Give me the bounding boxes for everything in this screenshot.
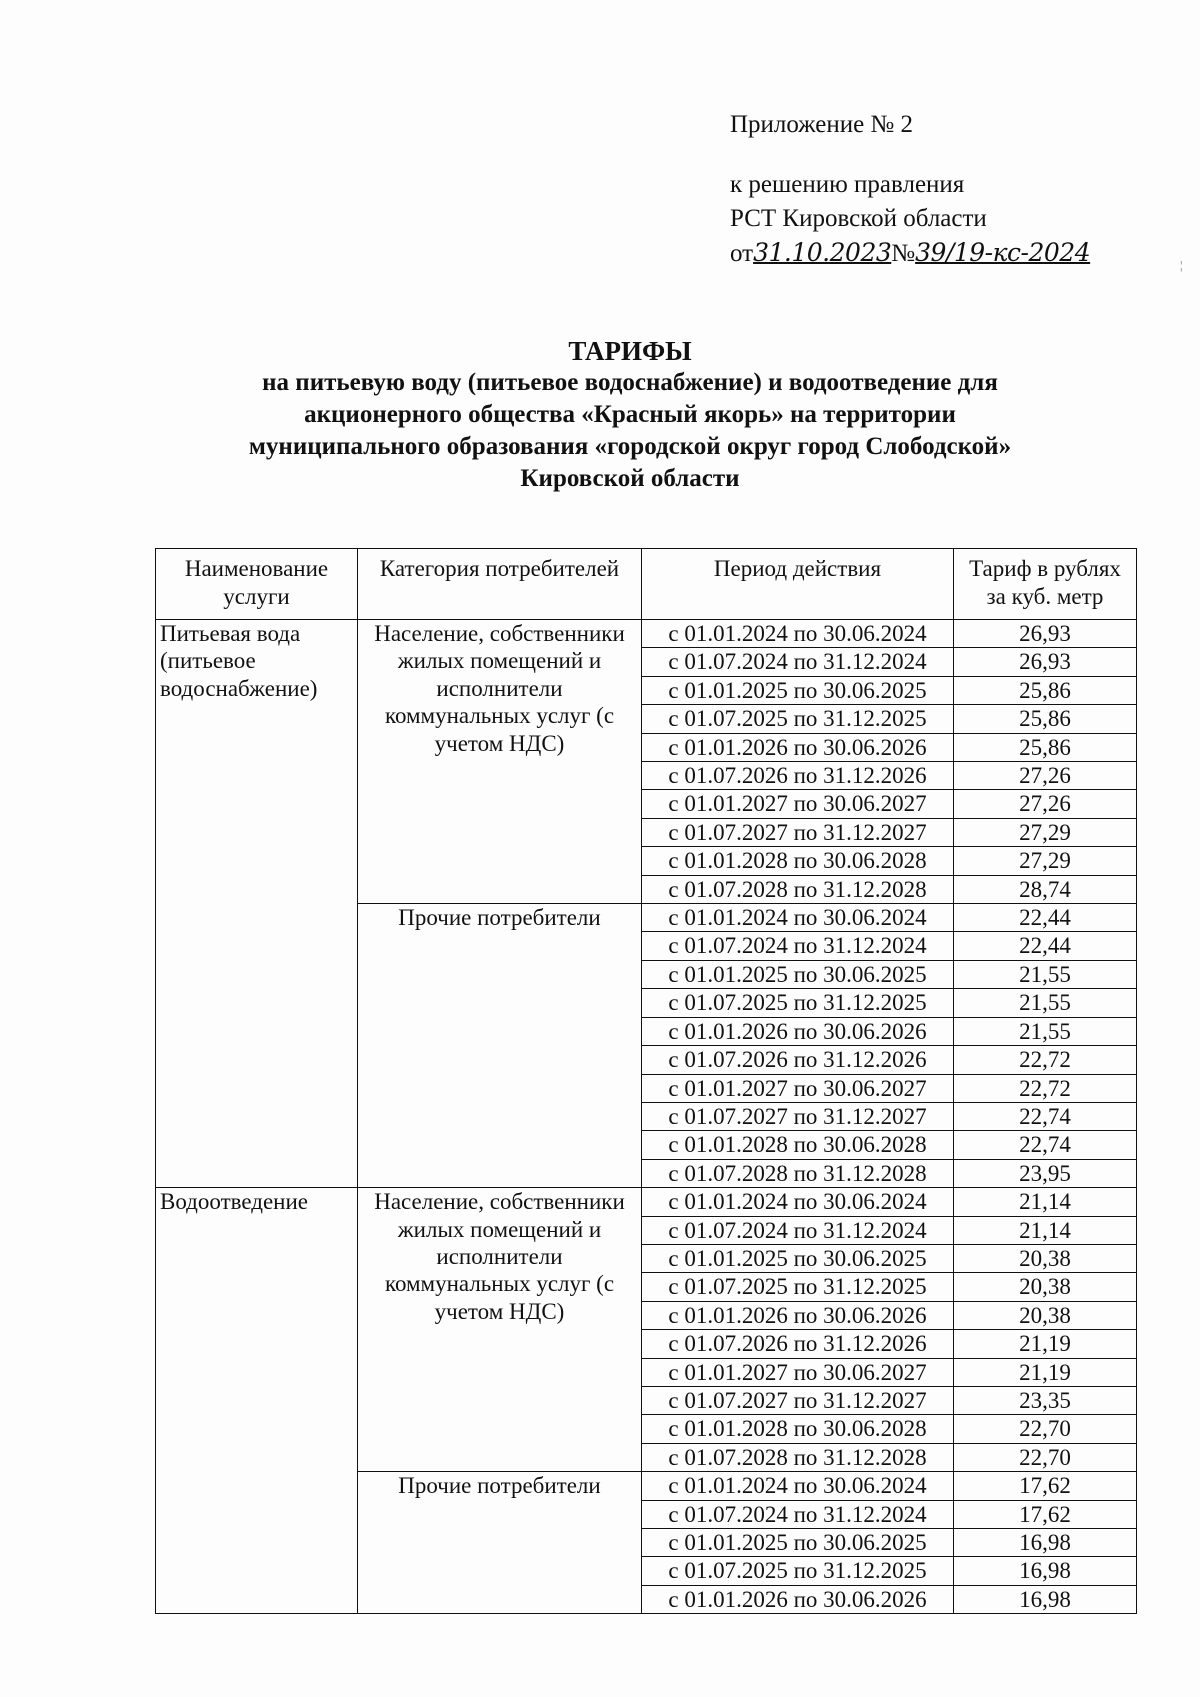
consumer-category-cell: Прочие потребители bbox=[358, 904, 642, 1188]
period-cell: с 01.07.2025 по 31.12.2025 bbox=[642, 1557, 954, 1585]
tariff-cell: 28,74 bbox=[954, 875, 1137, 903]
period-cell: с 01.01.2024 по 30.06.2024 bbox=[642, 904, 954, 932]
handwritten-number: 39/19-кс-2024 bbox=[915, 238, 1091, 267]
period-cell: с 01.07.2024 по 31.12.2024 bbox=[642, 932, 954, 960]
header-service: Наименование услуги bbox=[156, 549, 358, 620]
header-tariff: Тариф в рублях за куб. метр bbox=[954, 549, 1137, 620]
period-cell: с 01.07.2024 по 31.12.2024 bbox=[642, 648, 954, 676]
tariff-cell: 21,19 bbox=[954, 1330, 1137, 1358]
header-category: Категория потребителей bbox=[358, 549, 642, 620]
table-row bbox=[156, 620, 1137, 648]
tariff-cell: 21,55 bbox=[954, 960, 1137, 988]
period-cell: с 01.07.2028 по 31.12.2028 bbox=[642, 875, 954, 903]
tariff-cell: 20,38 bbox=[954, 1301, 1137, 1329]
tariff-cell: 25,86 bbox=[954, 705, 1137, 733]
period-cell: с 01.07.2027 по 31.12.2027 bbox=[642, 1386, 954, 1414]
tariff-cell: 27,26 bbox=[954, 762, 1137, 790]
period-cell: с 01.01.2025 по 30.06.2025 bbox=[642, 1529, 954, 1557]
header-period: Период действия bbox=[642, 549, 954, 620]
decision-line: к решению правления bbox=[730, 171, 965, 198]
service-name-cell: Водоотведение bbox=[156, 1188, 358, 1614]
tariff-cell: 22,44 bbox=[954, 932, 1137, 960]
document-title bbox=[100, 335, 1160, 495]
period-cell: с 01.07.2025 по 31.12.2025 bbox=[642, 989, 954, 1017]
period-cell: с 01.01.2028 по 30.06.2028 bbox=[642, 847, 954, 875]
tariffs-table-body bbox=[156, 620, 1137, 1614]
period-cell: с 01.07.2028 по 31.12.2028 bbox=[642, 1159, 954, 1187]
period-cell: с 01.07.2026 по 31.12.2026 bbox=[642, 1046, 954, 1074]
tariff-cell: 26,93 bbox=[954, 620, 1137, 648]
period-cell: с 01.01.2026 по 30.06.2026 bbox=[642, 1017, 954, 1045]
table-header-row bbox=[156, 549, 1137, 620]
period-cell: с 01.01.2025 по 30.06.2025 bbox=[642, 1244, 954, 1272]
tariffs-table bbox=[155, 548, 1137, 1614]
tariff-cell: 21,14 bbox=[954, 1188, 1137, 1216]
tariff-cell: 26,93 bbox=[954, 648, 1137, 676]
period-cell: с 01.01.2028 по 30.06.2028 bbox=[642, 1131, 954, 1159]
consumer-category-cell: Прочие потребители bbox=[358, 1472, 642, 1614]
tariff-cell: 17,62 bbox=[954, 1472, 1137, 1500]
tariff-cell: 25,86 bbox=[954, 676, 1137, 704]
period-cell: с 01.01.2027 по 30.06.2027 bbox=[642, 790, 954, 818]
tariff-cell: 22,70 bbox=[954, 1443, 1137, 1471]
period-cell: с 01.01.2026 по 30.06.2026 bbox=[642, 1585, 954, 1613]
tariff-cell: 22,44 bbox=[954, 904, 1137, 932]
service-name-cell: Питьевая вода (питьевое водоснабжение) bbox=[156, 620, 358, 1188]
tariff-cell: 21,19 bbox=[954, 1358, 1137, 1386]
period-cell: с 01.07.2028 по 31.12.2028 bbox=[642, 1443, 954, 1471]
tariff-cell: 16,98 bbox=[954, 1557, 1137, 1585]
appendix-header bbox=[730, 108, 1090, 271]
tariff-cell: 20,38 bbox=[954, 1244, 1137, 1272]
date-prefix: от bbox=[730, 240, 754, 267]
period-cell: с 01.01.2024 по 30.06.2024 bbox=[642, 1188, 954, 1216]
period-cell: с 01.07.2024 по 31.12.2024 bbox=[642, 1216, 954, 1244]
tariff-cell: 27,29 bbox=[954, 818, 1137, 846]
tariff-cell: 16,98 bbox=[954, 1585, 1137, 1613]
period-cell: с 01.01.2028 по 30.06.2028 bbox=[642, 1415, 954, 1443]
tariff-cell: 21,55 bbox=[954, 989, 1137, 1017]
handwritten-date: 31.10.2023 bbox=[753, 238, 892, 267]
authority-line: РСТ Кировской области bbox=[730, 205, 987, 232]
title-line: акционерного общества «Красный якорь» на территории bbox=[304, 401, 956, 428]
tariff-cell: 27,29 bbox=[954, 847, 1137, 875]
period-cell: с 01.01.2026 по 30.06.2026 bbox=[642, 733, 954, 761]
period-cell: с 01.07.2026 по 31.12.2026 bbox=[642, 1330, 954, 1358]
title-line: Кировской области bbox=[520, 465, 740, 492]
period-cell: с 01.01.2027 по 30.06.2027 bbox=[642, 1358, 954, 1386]
tariff-cell: 20,38 bbox=[954, 1273, 1137, 1301]
tariff-cell: 21,55 bbox=[954, 1017, 1137, 1045]
tariff-cell: 25,86 bbox=[954, 733, 1137, 761]
consumer-category-cell: Население, собственники жилых помещений и исполнители коммунальных услуг (с учетом НДС) bbox=[358, 620, 642, 904]
period-cell: с 01.07.2027 по 31.12.2027 bbox=[642, 818, 954, 846]
tariff-cell: 16,98 bbox=[954, 1529, 1137, 1557]
period-cell: с 01.01.2024 по 30.06.2024 bbox=[642, 1472, 954, 1500]
period-cell: с 01.01.2025 по 30.06.2025 bbox=[642, 676, 954, 704]
tariff-cell: 22,74 bbox=[954, 1131, 1137, 1159]
tariff-cell: 21,14 bbox=[954, 1216, 1137, 1244]
title-line: на питьевую воду (питьевое водоснабжение) и водоотведение для bbox=[262, 369, 998, 396]
scan-mark: ¦ bbox=[1180, 258, 1183, 272]
period-cell: с 01.07.2024 по 31.12.2024 bbox=[642, 1500, 954, 1528]
title-line: муниципального образования «городской округ город Слободской» bbox=[248, 433, 1012, 460]
tariff-cell: 22,72 bbox=[954, 1074, 1137, 1102]
consumer-category-cell: Население, собственники жилых помещений и исполнители коммунальных услуг (с учетом НДС) bbox=[358, 1188, 642, 1472]
appendix-number: Приложение № 2 bbox=[730, 111, 914, 138]
tariff-cell: 23,95 bbox=[954, 1159, 1137, 1187]
tariff-cell: 27,26 bbox=[954, 790, 1137, 818]
tariff-cell: 22,70 bbox=[954, 1415, 1137, 1443]
period-cell: с 01.07.2025 по 31.12.2025 bbox=[642, 1273, 954, 1301]
tariff-cell: 22,74 bbox=[954, 1102, 1137, 1130]
date-number-line bbox=[730, 236, 1090, 271]
tariff-cell: 17,62 bbox=[954, 1500, 1137, 1528]
table-row bbox=[156, 1188, 1137, 1216]
number-prefix: № bbox=[891, 240, 916, 267]
period-cell: с 01.07.2026 по 31.12.2026 bbox=[642, 762, 954, 790]
period-cell: с 01.01.2026 по 30.06.2026 bbox=[642, 1301, 954, 1329]
title-main: ТАРИФЫ bbox=[568, 336, 692, 366]
period-cell: с 01.01.2025 по 30.06.2025 bbox=[642, 960, 954, 988]
tariff-cell: 23,35 bbox=[954, 1386, 1137, 1414]
tariff-cell: 22,72 bbox=[954, 1046, 1137, 1074]
period-cell: с 01.01.2024 по 30.06.2024 bbox=[642, 620, 954, 648]
period-cell: с 01.01.2027 по 30.06.2027 bbox=[642, 1074, 954, 1102]
period-cell: с 01.07.2027 по 31.12.2027 bbox=[642, 1102, 954, 1130]
period-cell: с 01.07.2025 по 31.12.2025 bbox=[642, 705, 954, 733]
